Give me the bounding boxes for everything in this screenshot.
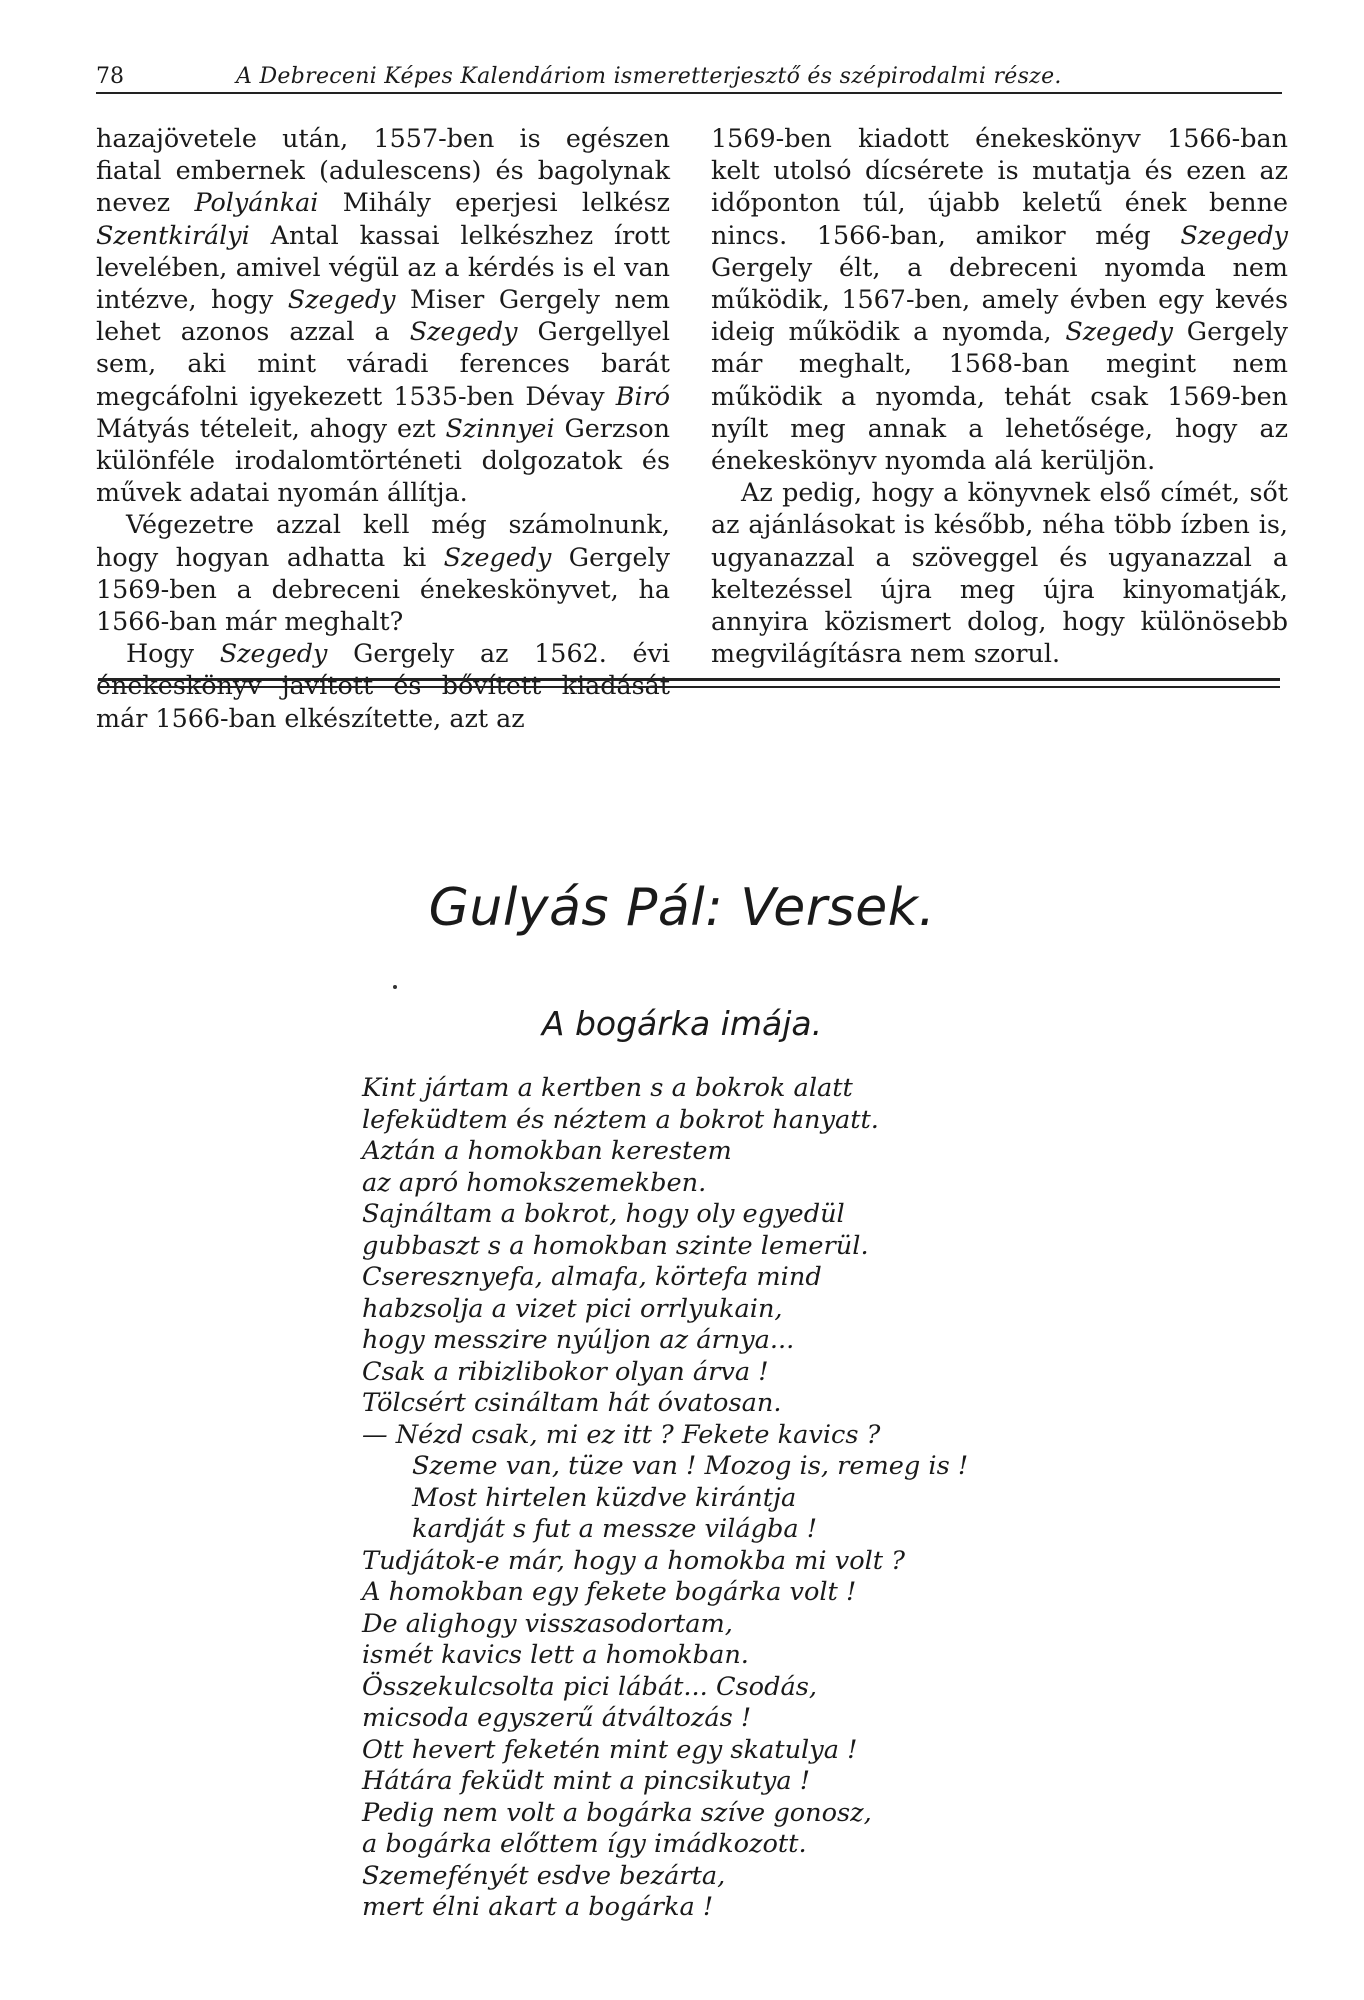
poem-line: De alighogy visszasodortam, (362, 1608, 733, 1639)
poem-line: Hátára feküdt mint a pincsikutya ! (362, 1766, 811, 1796)
poem-line: Aztán a homokban kerestem (362, 1136, 732, 1166)
text-run: Gergellyel sem, aki mint váradi ferences barát megcáfolni igyekezett 1535-ben Dévay (96, 316, 670, 411)
italic-name: Szegedy (1065, 316, 1174, 347)
poem-line: ismét kavics lett a homokban. (362, 1640, 749, 1670)
paragraph (96, 508, 670, 637)
text-run: Antal kassai lelkészhez írott levelében, amivel végül az a kérdés is el van intézve, hogy (96, 219, 670, 315)
poem-line: habzsolja a vizet pici orrlyukain, (362, 1293, 783, 1324)
text-run: Miser Gergely nem lehet azonos azzal a (96, 284, 670, 347)
poem-line: a bogárka előttem így imádkozott. (362, 1829, 807, 1859)
text-run: Gergely élt, a debreceni nyomda nem működik, 1567-ben, amely évben egy kevés ideig működik a nyomda, (711, 251, 1288, 347)
italic-name: Szegedy (443, 541, 552, 572)
running-title: A Debreceni Képes Kalendáriom ismeretterjesztő és szépirodalmi része. (236, 64, 1062, 89)
italic-name: Polyánkai (194, 187, 319, 218)
italic-name: Biró (615, 380, 670, 411)
page-header (96, 62, 1282, 94)
section-title: Gulyás Pál: Versek. (428, 878, 936, 938)
text-run: Mátyás tételeit, ahogy ezt (96, 412, 446, 443)
poem-line: Szemefényét esdve bezárta, (362, 1860, 726, 1891)
poem-line: Csak a ribizlibokor olyan árva ! (362, 1356, 769, 1387)
print-dot (393, 985, 397, 989)
paragraph (96, 122, 670, 508)
poem-line: Tudjátok-e már, hogy a homokba mi volt ? (362, 1545, 905, 1576)
left-column (96, 122, 670, 734)
italic-name: Szegedy (287, 284, 396, 315)
poem-line: mert élni akart a bogárka ! (362, 1892, 714, 1922)
poem-line: az apró homokszemekben. (362, 1167, 707, 1198)
right-column (711, 122, 1288, 669)
text-run: Az pedig, hogy a könyvnek első címét, sőt az ajánlásokat is később, néha több ízben is, ugyanazzal a szöveggel és ugyanazzal a keltezéssel újra meg újra kinyomatják, annyira közismert dolog, hogy különösebb megvilágításra nem szorul. (711, 477, 1288, 669)
poem-line: Pedig nem volt a bogárka szíve gonosz, (362, 1797, 872, 1828)
text-run: Gergely 1569-ben a debreceni énekeskönyvet, ha 1566-ban már meghalt? (96, 541, 670, 637)
text-run: hazajövetele után, 1557-ben is egészen fiatal embernek (adulescens) és bagolynak nevez (96, 123, 670, 218)
italic-name: Szegedy (409, 316, 518, 347)
text-run: Gergely már meghalt, 1568-ban megint nem működik a nyomda, tehát csak 1569-ben nyílt meg annak a lehetősége, hogy az énekeskönyv nyomda alá kerüljön. (711, 316, 1288, 476)
text-run: Végezetre azzal kell még számolnunk, hogy hogyan adhatta ki (96, 509, 670, 572)
section-divider (98, 678, 1280, 688)
text-run: 1569-ben kiadott énekeskönyv 1566-ban kelt utolsó dícsérete is mutatja és ezen az időponton túl, újabb keletű ének benne nincs. 1566-ban, amikor még (711, 123, 1288, 250)
poem-line: micsoda egyszerű átváltozás ! (362, 1703, 752, 1733)
poem-line: Ott hevert feketén mint egy skatulya ! (362, 1734, 858, 1765)
text-run: Gerzson különféle irodalomtörténeti dolgozatok és művek adatai nyomán állítja. (96, 412, 670, 508)
poem-line: gubbaszt s a homokban szinte lemerül. (362, 1230, 869, 1261)
poem-line: hogy messzire nyúljon az árnya... (362, 1325, 795, 1355)
poem-line: Cseresznyefa, almafa, körtefa mind (362, 1262, 822, 1292)
poem-line: Összekulcsolta pici lábát... Csodás, (362, 1671, 817, 1702)
italic-name: Szegedy (1180, 219, 1288, 250)
text-run: Gergely az 1562. évi énekeskönyv javított és bővített kiadását már 1566-ban elkészítette, azt az (96, 638, 670, 733)
poem-line: — Nézd csak, mi ez itt ? Fekete kavics ? (362, 1419, 881, 1450)
poem-line: Tölcsért csináltam hát óvatosan. (362, 1388, 782, 1418)
paragraph (711, 122, 1288, 476)
text-run: Mihály eperjesi lelkész (318, 187, 670, 218)
poem-line: Kint jártam a kertben s a bokrok alatt (362, 1073, 853, 1103)
poem-line: Most hirtelen küzdve kirántja (412, 1482, 797, 1513)
poem-line: A homokban egy fekete bogárka volt ! (362, 1577, 857, 1607)
italic-name: Szentkirályi (96, 219, 250, 250)
italic-name: Szegedy (219, 638, 328, 669)
poem-line: Szeme van, tüze van ! Mozog is, remeg is ! (412, 1451, 969, 1481)
poem-body (362, 1073, 1162, 1924)
poem-line: lefeküdtem és néztem a bokrot hanyatt. (362, 1104, 879, 1135)
poem-line: kardját s fut a messze világba ! (412, 1514, 818, 1544)
paragraph (711, 476, 1288, 669)
poem-line: Sajnáltam a bokrot, hogy oly egyedül (362, 1199, 845, 1229)
italic-name: Szinnyei (445, 412, 555, 443)
text-run: Hogy (126, 638, 220, 669)
poem-title: A bogárka imája. (541, 1004, 823, 1043)
page-number: 78 (96, 64, 124, 89)
